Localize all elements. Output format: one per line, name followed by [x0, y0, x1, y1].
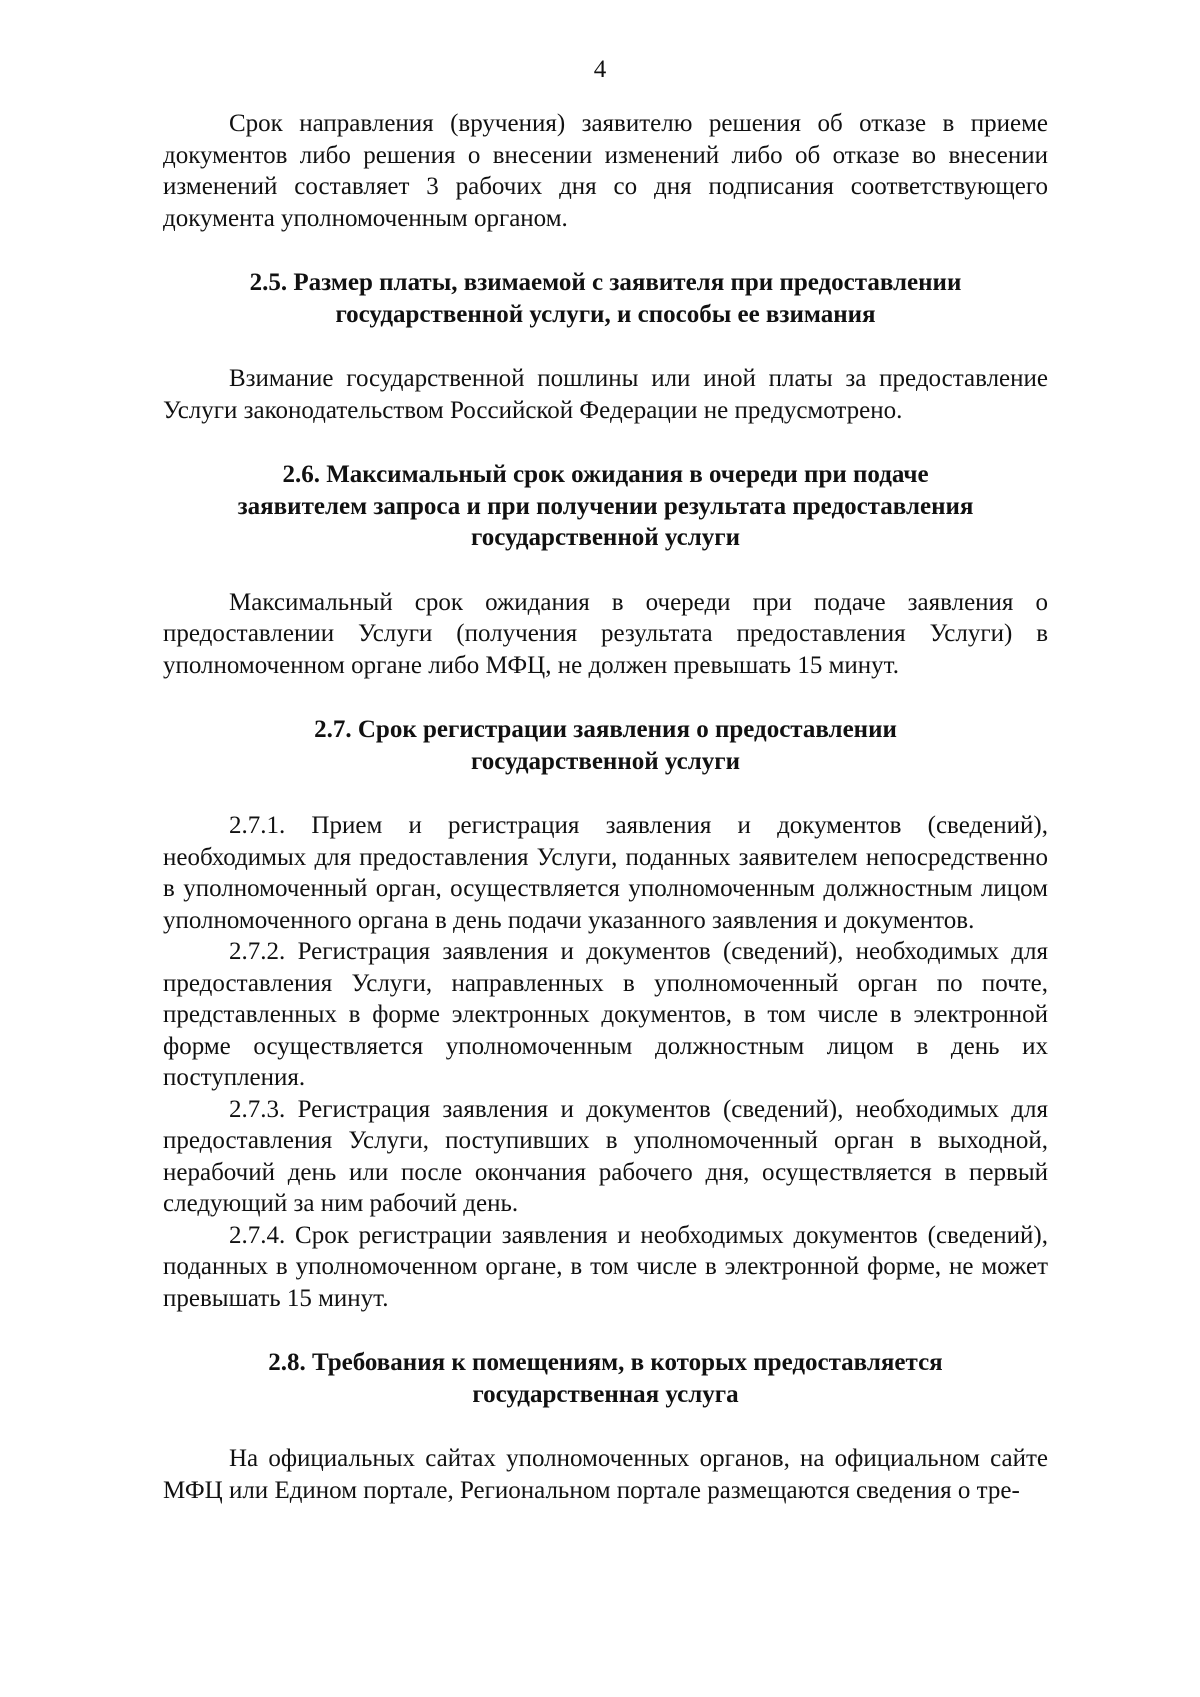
section-2-8-paragraph: На официальных сайтах уполномоченных органов, на официальном сайте МФЦ или Едином портале, Региональном портале размещаются сведения о тре-: [163, 1445, 1048, 1504]
section-2-7-2-paragraph: 2.7.2. Регистрация заявления и документов (сведений), необходимых для предоставления Услуги, направленных в уполномоченный орган по почте, представленных в форме электронных документов, в том числе в электронной форме осуществляется уполномоченным должностным лицом в день их поступления.: [163, 938, 1048, 1091]
intro-paragraph: Срок направления (вручения) заявителю решения об отказе в приеме документов либо решения о внесении изменений либо об отказе во внесении изменений составляет 3 рабочих дня со дня подписания соответствующего документа уполномоченным органом.: [163, 110, 1048, 232]
page-number: 4: [593, 56, 607, 83]
section-heading-2-8: 2.8. Требования к помещениям, в которых предоставляется государственная услуга: [268, 1349, 943, 1408]
section-2-6-paragraph: Максимальный срок ожидания в очереди при подаче заявления о предоставлении Услуги (получения результата предоставления Услуги) в уполномоченном органе либо МФЦ, не должен превышать 15 минут.: [163, 588, 1048, 679]
section-heading-2-5: 2.5. Размер платы, взимаемой с заявителя при предоставлении государственной услуги, и способы ее взимания: [249, 269, 962, 328]
section-heading-2-7: 2.7. Срок регистрации заявления о предоставлении государственной услуги: [314, 716, 897, 775]
section-heading-2-6: 2.6. Максимальный срок ожидания в очереди при подаче заявителем запроса и при получении результата предоставления государственной услуги: [237, 461, 974, 551]
document-body: [163, 108, 1048, 1506]
section-2-7-1-paragraph: 2.7.1. Прием и регистрация заявления и документов (сведений), необходимых для предоставления Услуги, поданных заявителем непосредственно в уполномоченный орган, осуществляется уполномоченным должностным лицом уполномоченного органа в день подачи указанного заявления и документов.: [163, 812, 1048, 934]
section-2-5-paragraph: Взимание государственной пошлины или иной платы за предоставление Услуги законодательством Российской Федерации не предусмотрено.: [163, 365, 1048, 424]
section-2-7-4-paragraph: 2.7.4. Срок регистрации заявления и необходимых документов (сведений), поданных в уполномоченном органе, в том числе в электронной форме, не может превышать 15 минут.: [163, 1221, 1048, 1312]
section-2-7-3-paragraph: 2.7.3. Регистрация заявления и документов (сведений), необходимых для предоставления Услуги, поступивших в уполномоченный орган в выходной, нерабочий день или после окончания рабочего дня, осуществляется в первый следующий за ним рабочий день.: [163, 1095, 1048, 1217]
